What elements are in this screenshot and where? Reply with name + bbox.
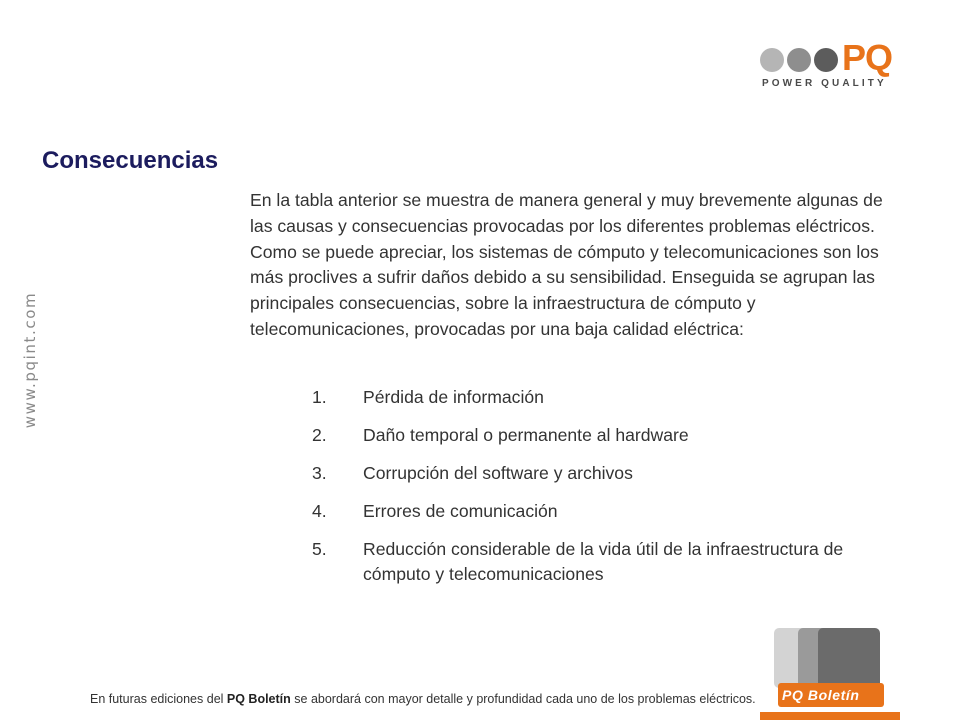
pq-logo bbox=[760, 37, 905, 92]
list-item bbox=[312, 537, 872, 587]
list-item-number: 1. bbox=[312, 387, 327, 407]
footer-text-after: se abordará con mayor detalle y profundidad cada uno de los problemas eléctricos. bbox=[290, 692, 756, 706]
list-item bbox=[312, 499, 872, 524]
badge-stripe bbox=[760, 712, 900, 720]
list-item-number: 5. bbox=[312, 539, 327, 559]
logo-dot-1 bbox=[760, 48, 784, 72]
footer-bold-title: PQ Boletín bbox=[226, 692, 291, 706]
list-item-text: Reducción considerable de la vida útil de la infraestructura de cómputo y telecomunicaciones bbox=[363, 539, 844, 584]
intro-paragraph: En la tabla anterior se muestra de manera general y muy brevemente algunas de las causas y consecuencias provocadas por los diferentes problemas eléctricos. Como se puede apreciar, los sistemas de cómputo y telecomunicaciones son los más proclives a sufrir daños debido a su sensibilidad. Enseguida se agrupan las principales consecuencias, sobre la infraestructura de cómputo y telecomunicaciones, provocadas por una baja calidad eléctrica: bbox=[250, 190, 883, 339]
logo-tagline: POWER QUALITY bbox=[762, 78, 887, 89]
logo-dot-2 bbox=[787, 48, 811, 72]
list-item-number: 2. bbox=[312, 425, 327, 445]
list-item-text: Daño temporal o permanente al hardware bbox=[363, 425, 689, 445]
list-item bbox=[312, 423, 872, 448]
badge-bar-dark bbox=[818, 628, 880, 688]
logo-brand: PQ bbox=[842, 37, 893, 78]
list-item-text: Corrupción del software y archivos bbox=[363, 463, 633, 483]
page-title: Consecuencias bbox=[42, 147, 219, 174]
logo-dot-3 bbox=[814, 48, 838, 72]
footer-text-before: En futuras ediciones del bbox=[90, 692, 227, 706]
footer-note bbox=[90, 692, 890, 706]
list-item bbox=[312, 461, 872, 486]
list-item bbox=[312, 385, 872, 410]
list-item-number: 3. bbox=[312, 463, 327, 483]
website-url: www.pqint.com bbox=[21, 291, 39, 429]
list-item-number: 4. bbox=[312, 501, 327, 521]
badge-label: PQ Boletín bbox=[778, 683, 884, 707]
consequences-list bbox=[312, 385, 872, 600]
list-item-text: Errores de comunicación bbox=[363, 501, 558, 521]
list-item-text: Pérdida de información bbox=[363, 387, 544, 407]
